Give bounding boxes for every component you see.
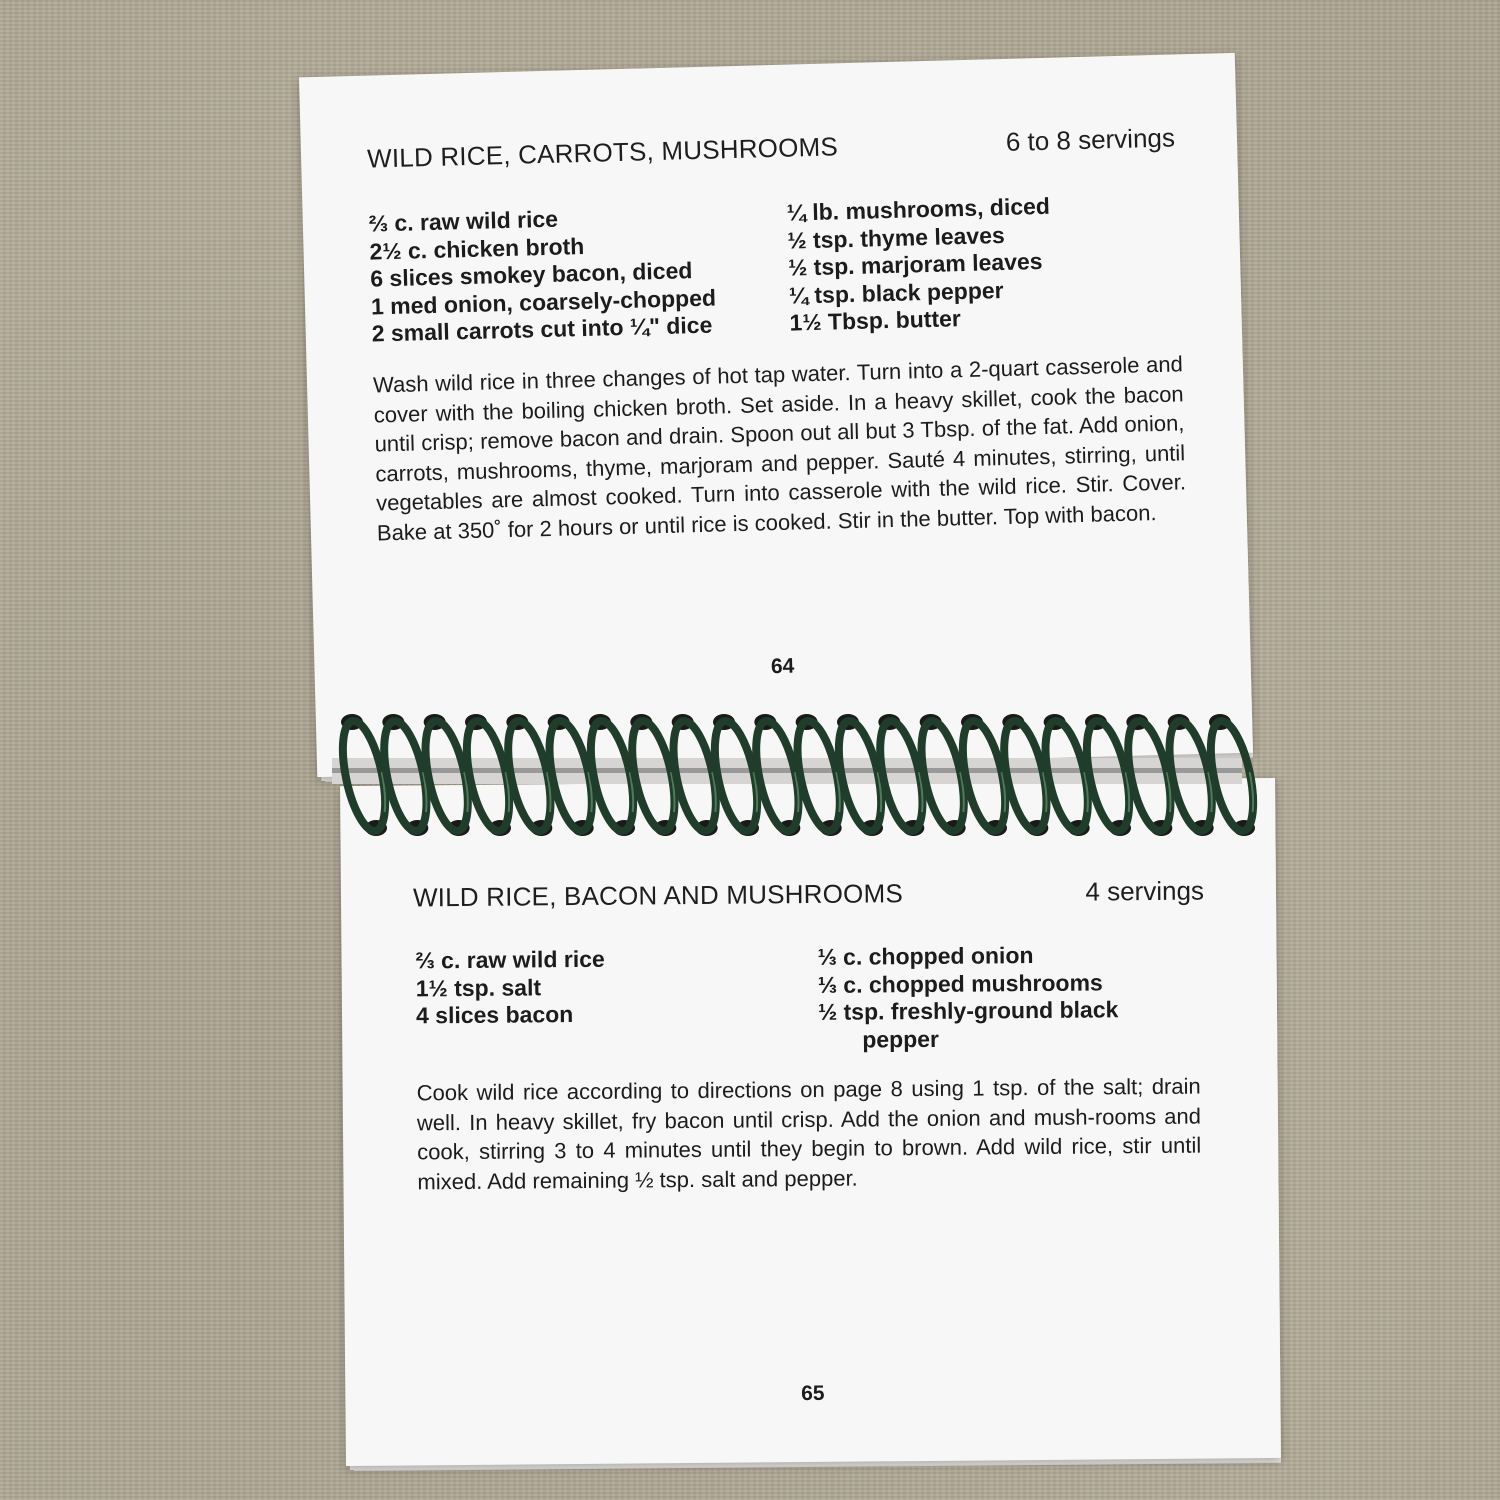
ingredient-item: ⅔ c. raw wild rice: [415, 945, 605, 974]
ingredient-item: 2 small carrots cut into ¼" dice: [371, 311, 713, 347]
ingredient-item: ¼ tsp. black pepper: [788, 276, 1004, 309]
ingredient-item-continuation: pepper: [862, 1025, 940, 1053]
recipe-title: WILD RICE, BACON AND MUSHROOMS: [412, 878, 904, 913]
ingredient-item: ⅓ c. chopped mushrooms: [817, 968, 1103, 998]
spiral-binding: [320, 690, 1260, 850]
ingredient-item: 1½ Tbsp. butter: [789, 305, 962, 336]
recipe-directions: Wash wild rice in three changes of hot tap water. Turn into a 2-quart casserole and cover with the boiling chicken broth. Set aside. In a heavy skillet, cook the bacon until crisp; remove bacon and drain. Spoon out all but 3 Tbsp. of the fat. Add onion, carrots, mushrooms, thyme, marjoram and pepper. Sauté 4 minutes, stirring, until vegetables are almost cooked. Turn into casserole with the wild rice. Stir. Cover. Bake at 350˚ for 2 hours or until rice is cooked. Stir in the butter. Top with bacon.: [372, 351, 1187, 545]
recipe-page-65[interactable]: [340, 778, 1281, 1466]
ingredient-item: ½ tsp. marjoram leaves: [787, 247, 1043, 281]
ingredient-item: 1½ tsp. salt: [415, 973, 542, 1001]
ingredient-item: 6 slices smokey bacon, diced: [369, 257, 693, 292]
ingredient-item: ½ tsp. thyme leaves: [787, 221, 1006, 254]
ingredients-right-column: [786, 193, 1053, 337]
recipe-title: WILD RICE, CARROTS, MUSHROOMS: [366, 131, 839, 174]
ingredients-right-column: [817, 941, 1118, 1054]
ingredient-item: ⅔ c. raw wild rice: [368, 205, 559, 237]
ingredient-item: ⅓ c. chopped onion: [817, 942, 1034, 970]
page-number: 65: [801, 1381, 825, 1406]
recipe-directions: Cook wild rice according to directions on page 8 using 1 tsp. of the salt; drain well. In heavy skillet, fry bacon until crisp. Add the onion and mush-rooms and cook, stirring 3 to 4 minutes until they begin to brown. Add wild rice, stir until mixed. Add remaining ½ tsp. salt and pepper.: [416, 1073, 1202, 1194]
recipe-page-64: [299, 53, 1253, 777]
ingredient-item: 4 slices bacon: [415, 1001, 574, 1029]
ingredient-item: 1 med onion, coarsely-chopped: [370, 284, 717, 320]
ingredient-item: 2½ c. chicken broth: [369, 232, 585, 265]
ingredients-left-column: [369, 202, 718, 348]
ingredient-item: ¼ lb. mushrooms, diced: [786, 192, 1051, 226]
servings-label: 4 servings: [1085, 875, 1205, 907]
servings-label: 6 to 8 servings: [1005, 122, 1176, 157]
ingredients-left-column: [415, 946, 605, 1030]
ingredient-item: ½ tsp. freshly-ground black: [817, 996, 1119, 1025]
page-number: 64: [770, 654, 795, 679]
